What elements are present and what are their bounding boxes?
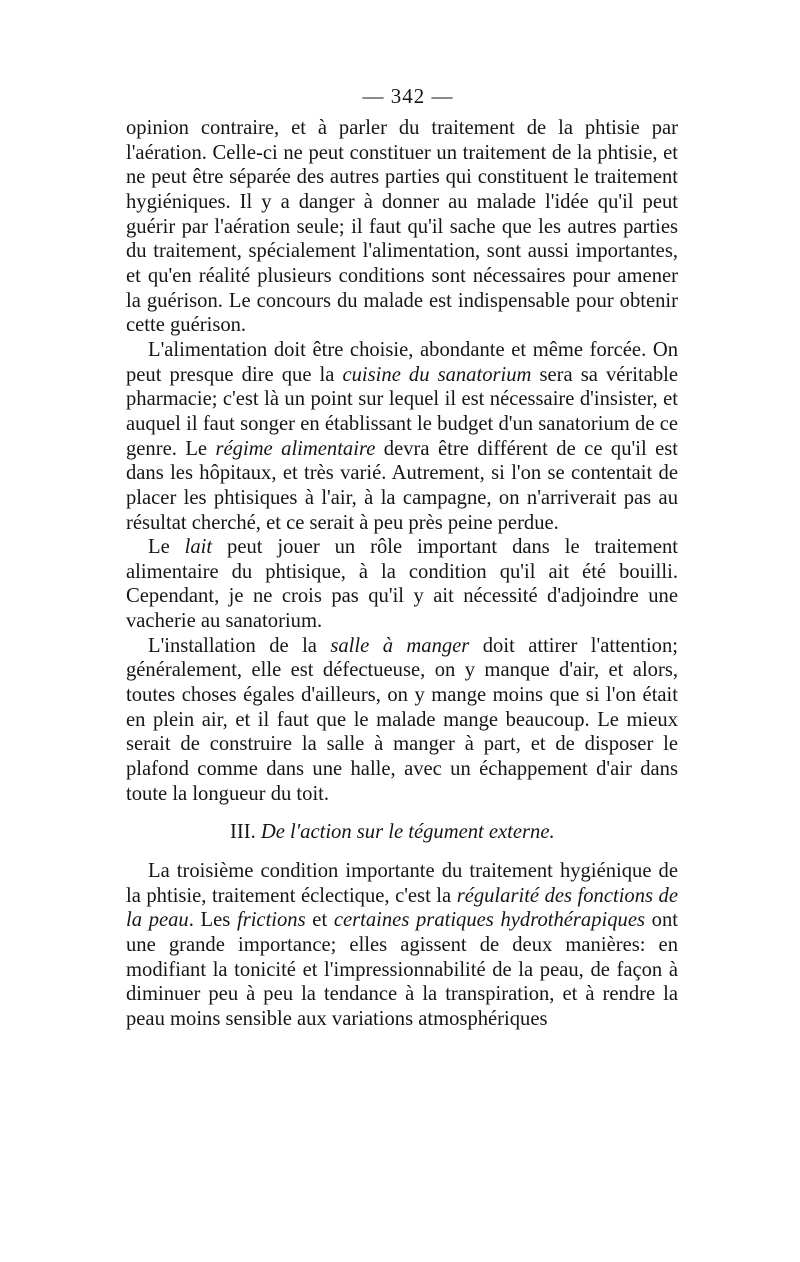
section-title: De l'action sur le tégument externe. (260, 821, 555, 844)
paragraph-4 (126, 634, 678, 807)
italic-term: lait (184, 536, 213, 559)
paragraph-5 (126, 859, 678, 1032)
text-run: L'installation de la (148, 634, 331, 657)
text-run: Le (148, 536, 185, 559)
section-heading (126, 820, 678, 845)
paragraph-1 (126, 116, 678, 338)
italic-term: frictions (236, 909, 306, 932)
text-run: ont une grande importance; elles agissent de deux manières: en modifiant la tonicité et l'impressionnabilité de la peau, de façon à diminuer peu à peu la tendance à la transpiration, et à rendre la peau moins sensible aux variations atmosphériques (126, 909, 678, 1030)
book-page (126, 84, 678, 1032)
text-run: sera sa véritable pharmacie; c'est là un point sur lequel il est nécessaire d'insister, et auquel il faut songer en établissant le budget d'un sanatorium de ce genre. Le (126, 363, 678, 460)
text-run: L'alimentation doit être choisie, abondante et même forcée. On peut presque dire que la (126, 338, 678, 386)
italic-term: régime alimentaire (215, 437, 376, 460)
page-number: — 342 — (362, 84, 454, 108)
paragraph-3 (126, 535, 678, 634)
paragraph-2 (126, 338, 678, 535)
italic-term: salle à manger (330, 634, 470, 657)
italic-term: certaines pratiques hydrothérapiques (333, 909, 645, 932)
italic-term: cuisine du sanatorium (342, 363, 532, 386)
text-run: et (305, 909, 334, 932)
text-run: La troisième condition importante du traitement hygiénique de la phtisie, traitement éclectique, c'est la (126, 860, 678, 907)
italic-term: régularité des fonctions de la peau (126, 884, 678, 932)
text-run: opinion contraire, et à parler du traitement de la phtisie par l'aération. Celle-ci ne peut constituer un traitement de la phtisie, et ne peut être séparée des autres parties qui constituent le traitement hygiéniques. Il y a danger à donner au malade l'idée qu'il peut guérir par l'aération seule; il faut qu'il sache que les autres parties du traitement, spécialement l'alimentation, sont aussi importantes, et qu'en réalité plusieurs conditions sont nécessaires pour amener la guérison. Le concours du malade est indispensable pour obtenir cette guérison. (126, 117, 678, 337)
text-run: devra être différent de ce qu'il est dans les hôpitaux, et très varié. Autrement, si l'on se contentait de placer les phtisiques à l'air, à la campagne, on n'arriverait pas au résultat cherché, et ce serait à peu près peine perdue. (126, 437, 678, 534)
text-run: doit attirer l'attention; généralement, elle est défectueuse, on y manque d'air, et alors, toutes choses égales d'ailleurs, on y mange moins que si l'on était en plein air, et il faut que le malade mange beaucoup. Le mieux serait de construire la salle à manger à part, et de disposer le plafond comme dans une halle, avec un échappement d'air dans toute la longueur du toit. (126, 634, 678, 805)
text-run: peut jouer un rôle important dans le traitement alimentaire du phtisique, à la condition qu'il ait été bouilli. Cependant, je ne crois pas qu'il y ait nécessité d'adjoindre une vacherie au sanatorium. (126, 536, 678, 633)
section-numeral: III. (230, 821, 261, 844)
text-run: . Les (188, 909, 237, 932)
